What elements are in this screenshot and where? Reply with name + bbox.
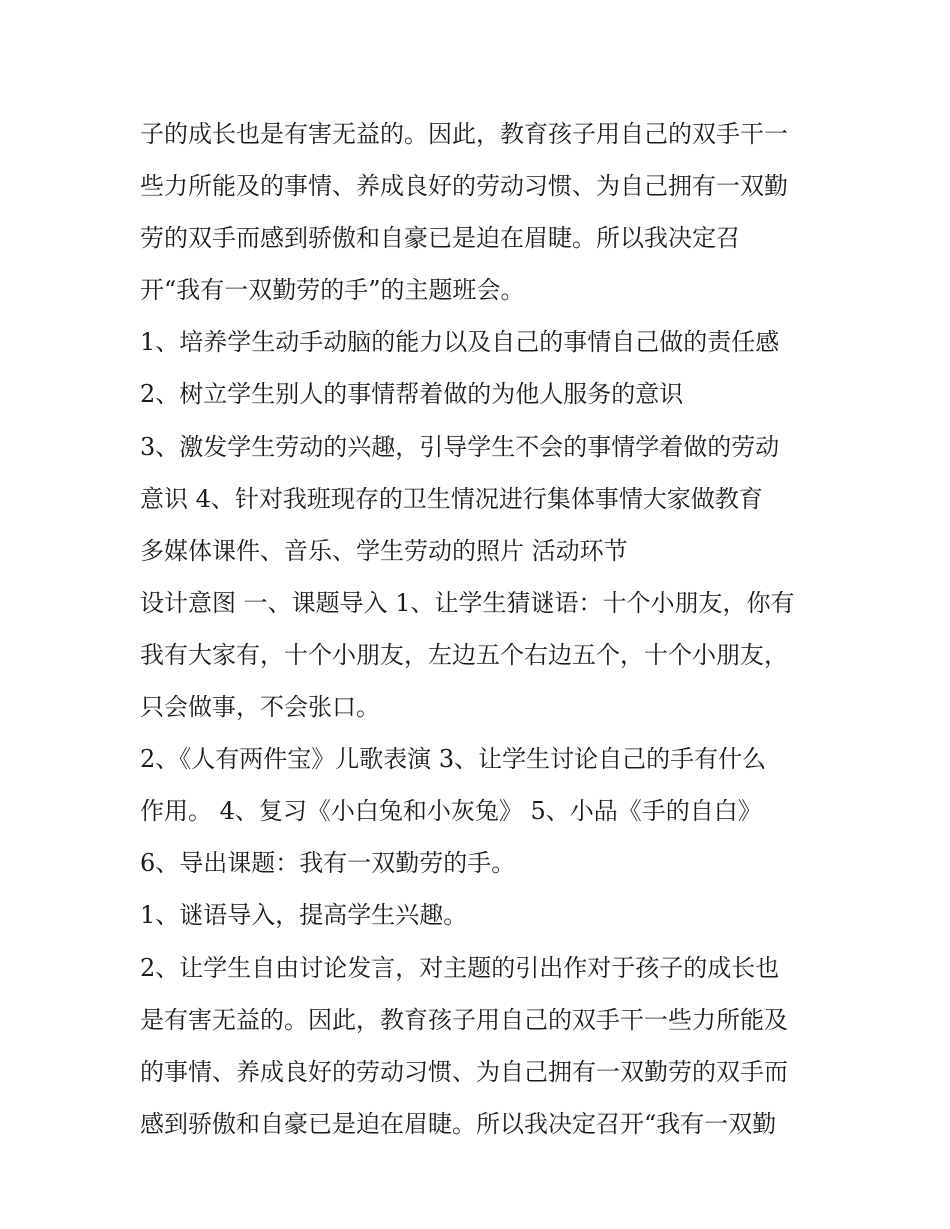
- text-line: 我有大家有，十个小朋友，左边五个右边五个，十个小朋友，: [140, 640, 788, 669]
- text-line: 2、让学生自由讨论发言，对主题的引出作对于孩子的成长也: [140, 953, 780, 982]
- text-line: 1、培养学生动手动脑的能力以及自己的事情自己做的责任感: [140, 328, 780, 357]
- text-line: 2、《人有两件宝》儿歌表演 3、让学生讨论自己的手有什么: [140, 745, 767, 774]
- text-line: 6、导出课题：我有一双勤劳的手。: [140, 849, 516, 878]
- text-line: 开“我有一双勤劳的手”的主题班会。: [140, 276, 525, 305]
- text-line: 的事情、养成良好的劳动习惯、为自己拥有一双勤劳的双手而: [140, 1057, 788, 1086]
- text-line: 只会做事，不会张口。: [140, 693, 380, 722]
- text-line: 子的成长也是有害无益的。因此，教育孩子用自己的双手干一: [140, 120, 788, 148]
- text-line: 3、激发学生劳动的兴趣，引导学生不会的事情学着做的劳动: [140, 432, 780, 461]
- body-text: [140, 108, 830, 1150]
- text-line: 些力所能及的事情、养成良好的劳动习惯、为自己拥有一双勤: [140, 172, 788, 201]
- text-line: 意识 4、针对我班现存的卫生情况进行集体事情大家做教育: [140, 484, 763, 513]
- text-line: 2、树立学生别人的事情帮着做的为他人服务的意识: [140, 380, 684, 409]
- text-line: 劳的双手而感到骄傲和自豪已是迫在眉睫。所以我决定召: [140, 224, 740, 253]
- text-line: 多媒体课件、音乐、学生劳动的照片 活动环节: [140, 536, 628, 565]
- text-line: 作用。 4、复习《小白兔和小灰兔》 5、小品《手的自白》: [140, 797, 762, 826]
- text-line: 1、谜语导入，提高学生兴趣。: [140, 901, 468, 930]
- text-line: 设计意图 一、课题导入 1、让学生猜谜语：十个小朋友，你有: [140, 588, 795, 617]
- text-line: 是有害无益的。因此，教育孩子用自己的双手干一些力所能及: [140, 1005, 788, 1034]
- text-line: 感到骄傲和自豪已是迫在眉睫。所以我决定召开“我有一双勤: [140, 1109, 777, 1138]
